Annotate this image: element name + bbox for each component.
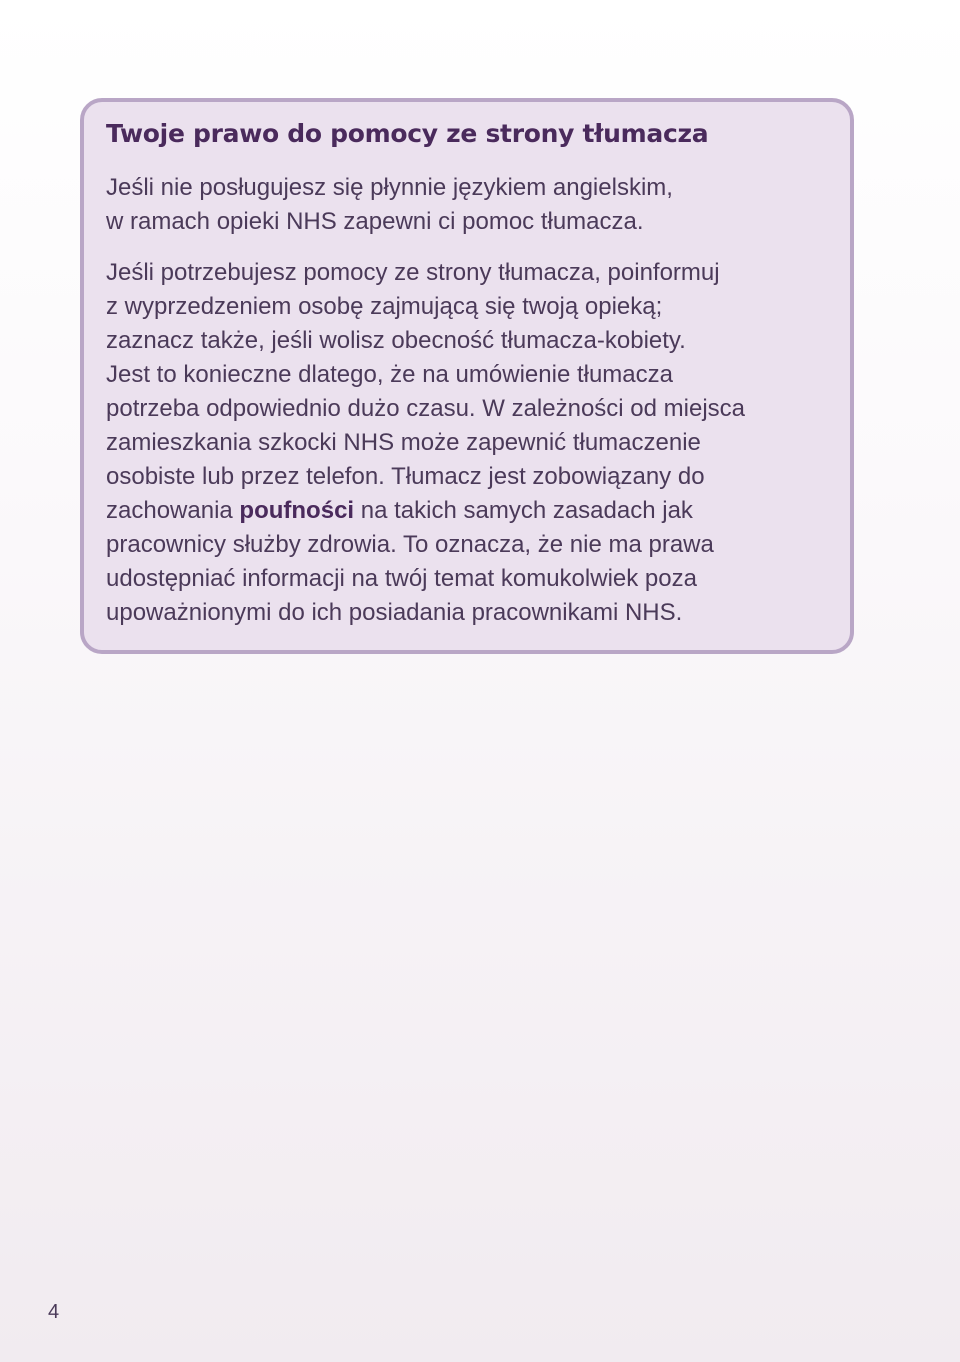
text-line: Jeśli potrzebujesz pomocy ze strony tłumacza, poinformuj bbox=[106, 259, 720, 286]
text-line: zamieszkania szkocki NHS może zapewnić tłumaczenie bbox=[106, 429, 701, 456]
text-segment: zachowania bbox=[106, 497, 240, 524]
text-line: z wyprzedzeniem osobę zajmującą się twoją opieką; bbox=[106, 293, 663, 320]
text-line: Jeśli nie posługujesz się płynnie językiem angielskim, bbox=[106, 174, 673, 201]
paragraph-intro bbox=[106, 171, 830, 239]
text-line: Jest to konieczne dlatego, że na umówienie tłumacza bbox=[106, 361, 673, 388]
bold-term-confidentiality: poufności bbox=[239, 497, 355, 524]
text-line: upoważnionymi do ich posiadania pracownikami NHS. bbox=[106, 599, 683, 626]
text-line: pracownicy służby zdrowia. To oznacza, że nie ma prawa bbox=[106, 531, 714, 558]
text-line: osobiste lub przez telefon. Tłumacz jest zobowiązany do bbox=[106, 463, 705, 490]
text-line: udostępniać informacji na twój temat komukolwiek poza bbox=[106, 565, 697, 592]
paragraph-details bbox=[106, 256, 830, 630]
interpreter-info-box bbox=[80, 98, 854, 654]
box-title: Twoje prawo do pomocy ze strony tłumacza bbox=[106, 119, 709, 148]
text-segment: na takich samych zasadach jak bbox=[354, 497, 693, 524]
page-number: 4 bbox=[48, 1301, 60, 1323]
text-line: zaznacz także, jeśli wolisz obecność tłumacza-kobiety. bbox=[106, 327, 686, 354]
text-line-with-bold bbox=[106, 494, 830, 528]
text-line: potrzeba odpowiednio dużo czasu. W zależności od miejsca bbox=[106, 395, 746, 422]
text-line: w ramach opieki NHS zapewni ci pomoc tłumacza. bbox=[106, 208, 644, 235]
